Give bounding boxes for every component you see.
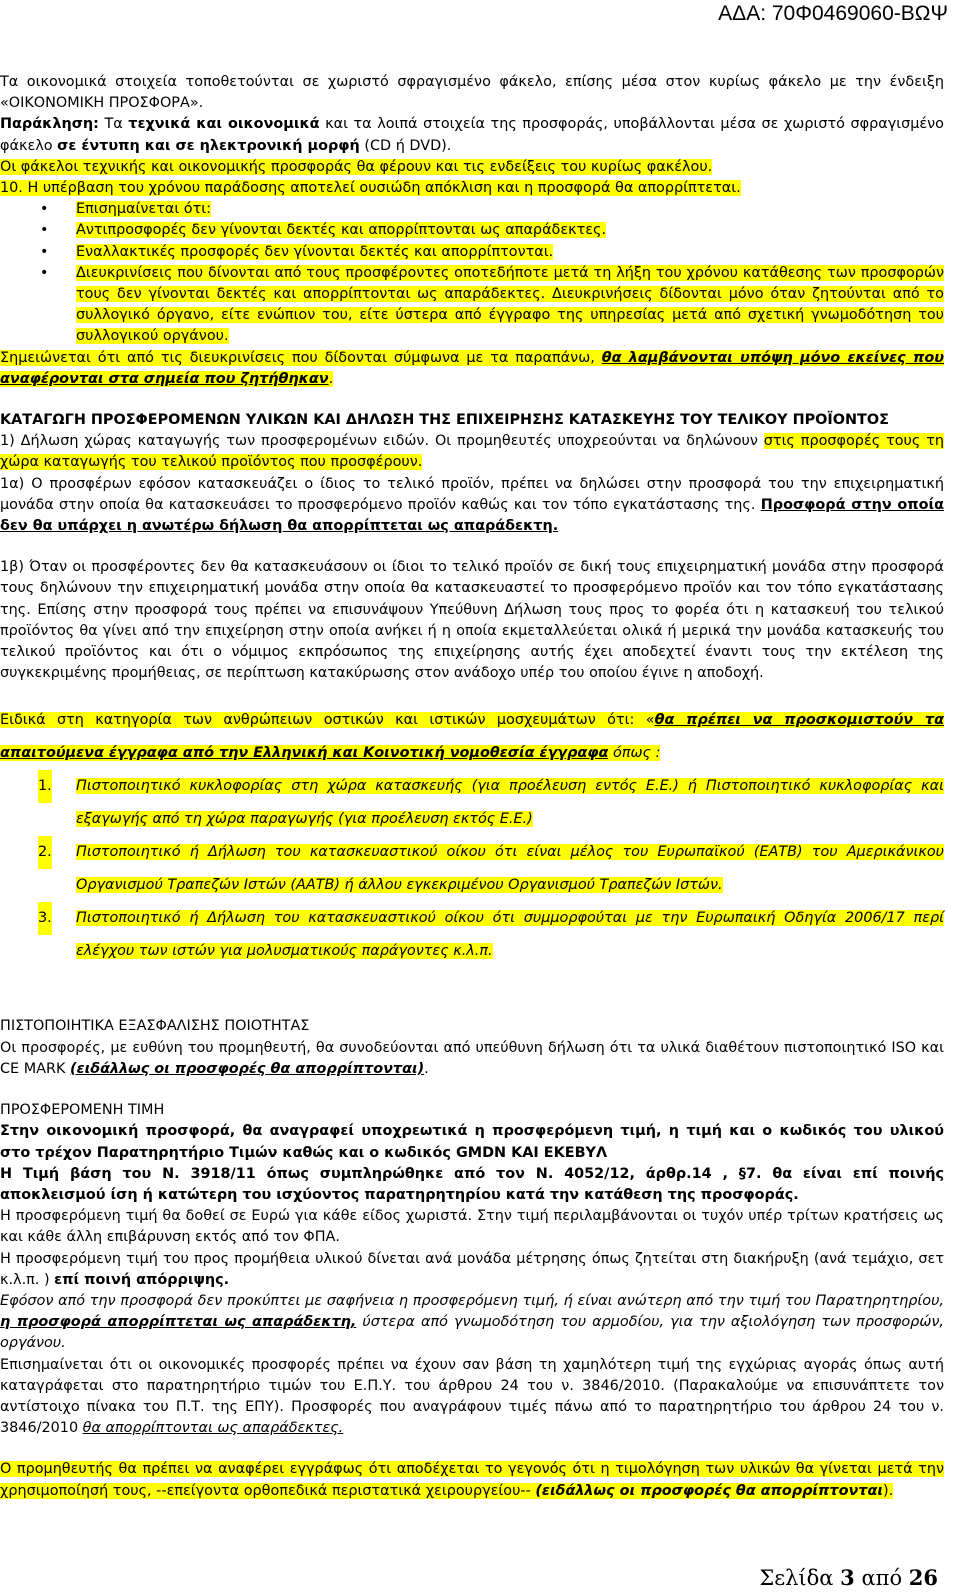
price-bold-2: Η Τιμή βάση του Ν. 3918/11 όπως συμπληρώθηκε από τον Ν. 4052/12, άρθρ.14 , §7. θα είναι επί ποινής αποκλεισμού ίση ή κατώτερη του ισχύοντος παρατηρητηρίου κατά την κατάθεση της προσφοράς. (0, 1165, 944, 1203)
highlighted-text: Ειδικά στη κατηγορία των ανθρώπειων οστικών και ιστικών μοσχευμάτων ότι: « (0, 712, 655, 729)
origin-paragraph-1 (0, 431, 944, 473)
highlighted-text: Πιστοποιητικό ή Δήλωση του κατασκευαστικού οίκου ότι συμμορφούται με την Ευρωπαική Οδηγία 2006/17 περί ελέγχου των ιστών για μολυσματικούς παράγοντες κ.λ.π. (76, 910, 944, 960)
ada-code: ΑΔΑ: 70Φ0469060-ΒΩΨ (718, 2, 948, 25)
price-heading (0, 1100, 944, 1121)
bullet-icon: • (40, 264, 49, 281)
text-span: και τα λοιπά στοιχεία της προσφοράς, υποβάλλονται μέσα σε χωριστό σφραγισμένο φάκελο (0, 116, 944, 154)
bullet-icon: • (40, 201, 49, 218)
highlighted-text: στις προσφορές τους τη χώρα καταγωγής του τελικού προϊόντος που προσφέρουν. (0, 433, 945, 471)
highlighted-text: Αντιπροσφορές δεν γίνονται δεκτές και απορρίπτονται ως απαράδεκτες. (76, 222, 607, 239)
text-span: 1α) Ο προσφέρων εφόσον κατασκευάζει ο ίδιος το τελικό προϊόν, πρέπει να δηλώσει στην προσφορά του την επιχειρηματική μονάδα στην οποία θα κατασκευάσει το προσφερόμενο προϊόν καθώς και τον τόπο εγκατάστασης της. (0, 475, 944, 513)
text-span: (CD ή DVD). (359, 137, 452, 154)
origin-paragraph-2 (0, 474, 944, 538)
text-span: σε έντυπη και σε ηλεκτρονική μορφή (57, 137, 360, 154)
current-page: 3 (840, 1565, 855, 1590)
intro-paragraph-1: Τα οικονομικά στοιχεία τοποθετούνται σε χωριστό σφραγισμένο φάκελο, επίσης μέσα στον κυρίως φάκελο με την ένδειξη «ΟΙΚΟΝΟΜΙΚΗ ΠΡΟΣΦΟΡΑ». (0, 74, 944, 112)
text-span: ύστερα από γνωμοδότηση του αρμοδίου, για την αξιολόγηση των προσφορών, οργάνου. (0, 1314, 944, 1352)
text-span: επί ποινή απόρριψης. (54, 1271, 230, 1288)
request-label: Παράκληση: (0, 116, 99, 133)
price-paragraph-4 (0, 1355, 944, 1440)
price-paragraph-1: Η προσφερόμενη τιμή θα δοθεί σε Ευρώ για κάθε είδος χωριστά. Στην τιμή περιλαμβάνονται οι τυχόν υπέρ τρίτων κρατήσεις ως και κάθε άλλη επιβάρυνση εκτός από τον ΦΠΑ. (0, 1208, 944, 1246)
origin-heading (0, 410, 944, 431)
text-span: 1) Δήλωση χώρας καταγωγής των προσφερομένων ειδών. Οι προμηθευτές υποχρεούνται να δηλώνουν (0, 433, 764, 450)
highlighted-text: Πιστοποιητικό ή Δήλωση του κατασκευαστικού οίκου ότι είναι μέλος του Ευρωπαϊκού (ΕΑΤΒ) του Αμερικάνικου Οργανισμού Τραπεζών Ιστών (ΑΑΤΒ) ή άλλου εγκεκριμένου Οργανισμού Τραπεζών Ιστών. (76, 844, 944, 894)
highlighted-text: θα πρέπει να προσκομιστούν τα απαιτούμενα έγγραφα από την Ελληνική και Κοινοτική νομοθεσία έγγραφα (0, 712, 945, 762)
text-span: Εφόσον από την προσφορά δεν προκύπτει με σαφήνεια η προσφερόμενη τιμή, ή είναι ανώτερη από την τιμή του Παρατηρητηρίου, (0, 1292, 944, 1309)
text-span: Προσφορά στην οποία δεν θα υπάρχει η ανωτέρω δήλωση θα απορρίπτεται ως απαράδεκτη. (0, 496, 944, 535)
highlighted-text: όπως : (608, 745, 661, 762)
highlighted-text: Επισημαίνεται ότι: (76, 201, 211, 218)
highlighted-text: Διευκρινίσεις που δίνονται από τους προσφέροντες οποτεδήποτε μετά τη λήξη του χρόνου κατάθεσης των προσφορών τους δεν γίνονται δεκτές και απορρίπτονται ως απαράδεκτες. Διευκρινήσεις δίδονται μόνο όταν ζητούνται από το συλλογικό όργανο, είτε ενώπιον του, είτε ύστερα από έγγραφο της υπηρεσίας μετά από σχετική γνωμοδότηση του συλλογικού οργάνου. (76, 264, 944, 345)
intro-paragraph-4 (0, 178, 944, 199)
list-item (0, 770, 944, 836)
highlighted-text: Ο προμηθευτής θα πρέπει να αναφέρει εγγράφως ότι αποδέχεται το γεγονός ότι η τιμολόγηση των υλικών θα γίνεται μετά την χρησιμοποίησή τους, --επείγοντα ορθοπεδικά περιστατικά χειρουργείου-- (0, 1461, 944, 1499)
section-title: ΠΡΟΣΦΕΡΟΜΕΝΗ ΤΙΜΗ (0, 1102, 165, 1119)
bullet-list (0, 199, 944, 347)
text-span: τεχνικά και οικονομικά (128, 116, 320, 133)
certificate-list (0, 770, 944, 968)
bullet-icon: • (40, 222, 49, 239)
section-title: ΚΑΤΑΓΩΓΗ ΠΡΟΣΦΕΡΟΜΕΝΩΝ ΥΛΙΚΩΝ ΚΑΙ ΔΗΛΩΣΗ ΤΗΣ ΕΠΙΧΕΙΡΗΣΗΣ ΚΑΤΑΣΚΕΥΗΣ ΤΟΥ ΤΕΛΙΚΟΥ ΠΡΟΪΟΝΤΟΣ (0, 412, 889, 429)
origin-special (0, 704, 944, 770)
price-paragraph-2 (0, 1249, 944, 1291)
list-number: 1. (38, 770, 52, 803)
list-item (0, 242, 944, 263)
footer-text: Σελίδα (759, 1566, 841, 1590)
text-span: Επισημαίνεται ότι οι οικονομικές προσφορές πρέπει να έχουν σαν βάση τη χαμηλότερη τιμή της εγχώριας αγοράς όπως αυτή καταγράφεται στο παρατηρητήριο τιμών του Ε.Π.Υ. του άρθρου 24 του ν. 3846/2010. (Παρακαλούμε να επισυνάπτετε τον αντίστοιχο πίνακα του Π.Τ. της ΕΠΥ). Προσφορές που αναγράφουν τιμές πάνω από το παρατηρητήριο του άρθρου 24 του ν. 3846/2010 (0, 1356, 944, 1437)
section-title: ΠΙΣΤΟΠΟΙΗΤΙΚΑ ΕΞΑΣΦΑΛΙΣΗΣ ΠΟΙΟΤΗΤΑΣ (0, 1018, 310, 1035)
list-item (0, 263, 944, 348)
text-span: θα απορρίπτονται ως απαράδεκτες. (82, 1420, 344, 1437)
price-bold-1: Στην οικονομική προσφορά, θα αναγραφεί υποχρεωτικά η προσφερόμενη τιμή, η τιμή και ο κωδικός του υλικού στο τρέχον Παρατηρητήριο Τιμών καθώς και ο κωδικός GMDN ΚΑΙ ΕΚΕΒΥΛ (0, 1123, 944, 1161)
list-number: 3. (38, 902, 52, 935)
highlighted-text: Οι φάκελοι τεχνικής και οικονομικής προσφοράς θα φέρουν και τις ενδείξεις του κυρίως φακέλου. (0, 158, 713, 175)
text-span: Τα (98, 116, 129, 133)
highlighted-text: 10. Η υπέρβαση του χρόνου παράδοσης αποτελεί ουσιώδη απόκλιση και η προσφορά θα απορρίπτεται. (0, 180, 741, 197)
clarification-note (0, 348, 944, 390)
text-span: . (424, 1060, 429, 1077)
page-number (759, 1565, 938, 1590)
text-span: Οι προσφορές, με ευθύνη του προμηθευτή, θα συνοδεύονται από υπεύθυνη δήλωση ότι τα υλικά διαθέτουν πιστοποιητικό ISO και CE MARK (0, 1039, 944, 1077)
highlighted-text: ). (882, 1482, 894, 1499)
price-paragraph-5 (0, 1459, 944, 1501)
highlighted-text: Πιστοποιητικό κυκλοφορίας στη χώρα κατασκευής (για προέλευση εντός Ε.Ε.) ή Πιστοποιητικό κυκλοφορίας και εξαγωγής από τη χώρα παραγωγής (για προέλευση εκτός Ε.Ε.) (76, 778, 944, 828)
text-span: Η προσφερόμενη τιμή του προς προμήθεια υλικού δίνεται ανά μονάδα μέτρησης όπως ζητείται στη διακήρυξη (ανά τεμάχιο, σετ κ.λ.π. ) (0, 1250, 944, 1288)
quality-heading (0, 1016, 944, 1037)
total-pages: 26 (908, 1565, 938, 1590)
origin-paragraph-3: 1β) Όταν οι προσφέροντες δεν θα κατασκευάσουν οι ίδιοι το τελικό προϊόν σε δική τους επιχειρηματική μονάδα στην προσφορά τους δηλώνουν την επιχειρηματική μονάδα στην οποία θα κατασκευαστεί το προσφερόμενο προϊόν και τον τόπο εγκατάστασης της. Επίσης στην προσφορά τους πρέπει να επισυνάψουν Υπεύθυνη Δήλωση τους προς το φορέα ότι η κατασκευή του τελικού προϊόντος θα γίνει από την επιχείρηση στην οποία ανήκει ή η οποία εκμεταλλεύεται ολικά ή μερικά την μονάδα κατασκευής του τελικού προϊόντος και ότι ο νόμιμος εκπρόσωπος της επιχείρησης αυτής έχει αποδεχτεί έναντι τους την εκτέλεση της συγκεκριμένης προμήθειας, σε περίπτωση κατακύρωσης στον ανάδοχο υπέρ του οποίου έγινε η αποδοχή. (0, 559, 944, 682)
intro-paragraph-3 (0, 157, 944, 178)
bullet-icon: • (40, 243, 49, 260)
list-item (0, 902, 944, 968)
highlighted-text: (ειδάλλως οι προσφορές θα απορρίπτονται (535, 1482, 883, 1499)
list-item (0, 199, 944, 220)
footer-text: από (854, 1566, 909, 1590)
page-content (0, 72, 944, 1502)
quality-paragraph (0, 1038, 944, 1080)
list-item (0, 836, 944, 902)
intro-paragraph-2 (0, 114, 944, 156)
text-span: η προσφορά απορρίπτεται ως απαράδεκτη, (0, 1314, 357, 1331)
highlighted-text: θα λαμβάνονται υπόψη μόνο εκείνες που αναφέρονται στα σημεία που ζητήθηκαν (0, 349, 944, 387)
price-paragraph-3 (0, 1291, 944, 1355)
list-number: 2. (38, 836, 52, 869)
list-item (0, 220, 944, 241)
text-span: (ειδάλλως οι προσφορές θα απορρίπτονται) (70, 1060, 425, 1077)
highlighted-text: Εναλλακτικές προσφορές δεν γίνονται δεκτές και απορρίπτονται. (76, 243, 554, 260)
highlighted-text: Σημειώνεται ότι από τις διευκρινίσεις που δίδονται σύμφωνα με τα παραπάνω, (0, 349, 602, 366)
highlighted-text: . (328, 370, 334, 387)
